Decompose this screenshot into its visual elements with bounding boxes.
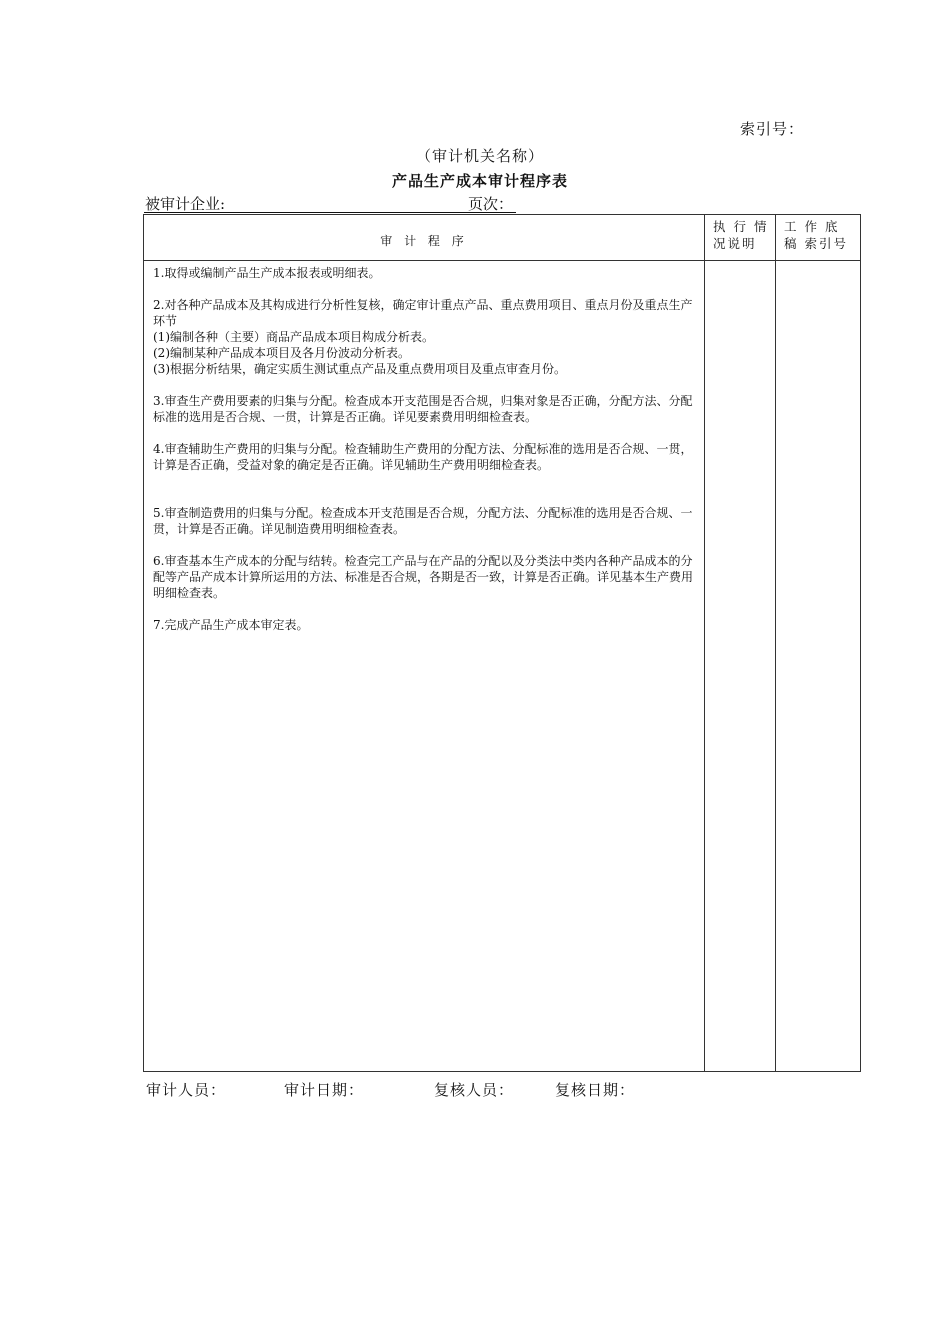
audited-entity-underline (144, 212, 514, 213)
column-header-procedure: 审 计 程 序 (380, 234, 468, 248)
header-divider (144, 260, 860, 261)
procedure-step: 2.对各种产品成本及其构成进行分析性复核，确定审计重点产品、重点费用项目、重点月份及重点生产环节 (1)编制各种（主要）商品产品成本项目构成分析表。 (2)编制某种产品成本项目及各月份波动分析表。 (3)根据分析结果，确定实质生测试重点产品及重点费用项目及重点审查月份。 (153, 298, 693, 376)
procedure-step: 5.审查制造费用的归集与分配。检查成本开支范围是否合规，分配方法、分配标准的选用是否合规、一贯，计算是否正确。详见制造费用明细检查表。 (153, 506, 693, 536)
column-header-execution: 执 行 情 况说明 (713, 219, 769, 251)
procedure-step: 4.审查辅助生产费用的归集与分配。检查辅助生产费用的分配方法、分配标准的选用是否合规、一贯，计算是否正确，受益对象的确定是否正确。详见辅助生产费用明细检查表。 (153, 442, 693, 472)
reviewer-label: 复核人员： (434, 1081, 515, 1099)
audit-date-label: 审计日期： (284, 1081, 365, 1099)
column-header-workpaper-ref: 工 作 底 稿 索引号 (784, 219, 848, 251)
document-title: 产品生产成本审计程序表 (391, 172, 568, 190)
procedure-step: 1.取得或编制产品生产成本报表或明细表。 (153, 266, 381, 280)
audited-entity-label: 被审计企业: (145, 195, 226, 213)
procedure-step: 3.审查生产费用要素的归集与分配。检查成本开支范围是否合规，归集对象是否正确，分配方法、分配标准的选用是否合规、一贯，计算是否正确。详见要素费用明细检查表。 (153, 394, 693, 424)
procedure-step: 6.审查基本生产成本的分配与结转。检查完工产品与在产品的分配以及分类法中类内各种产品成本的分配等产品产成本计算所运用的方法、标准是否合规，各期是否一致，计算是否正确。详见基本生产费用明细检查表。 (153, 554, 694, 600)
index-number-label: 索引号： (740, 120, 805, 138)
procedure-table (143, 214, 861, 1072)
column-divider (704, 215, 705, 1071)
page-number-label: 页次： (468, 195, 514, 213)
procedure-step: 7.完成产品生产成本审定表。 (153, 618, 309, 632)
procedure-steps (153, 265, 701, 633)
page-number-underline (464, 212, 516, 213)
entity-row (144, 193, 862, 213)
column-divider (775, 215, 776, 1071)
auditor-label: 审计人员： (146, 1081, 227, 1099)
audit-agency-name: （审计机关名称） (415, 147, 544, 165)
review-date-label: 复核日期： (555, 1081, 636, 1099)
